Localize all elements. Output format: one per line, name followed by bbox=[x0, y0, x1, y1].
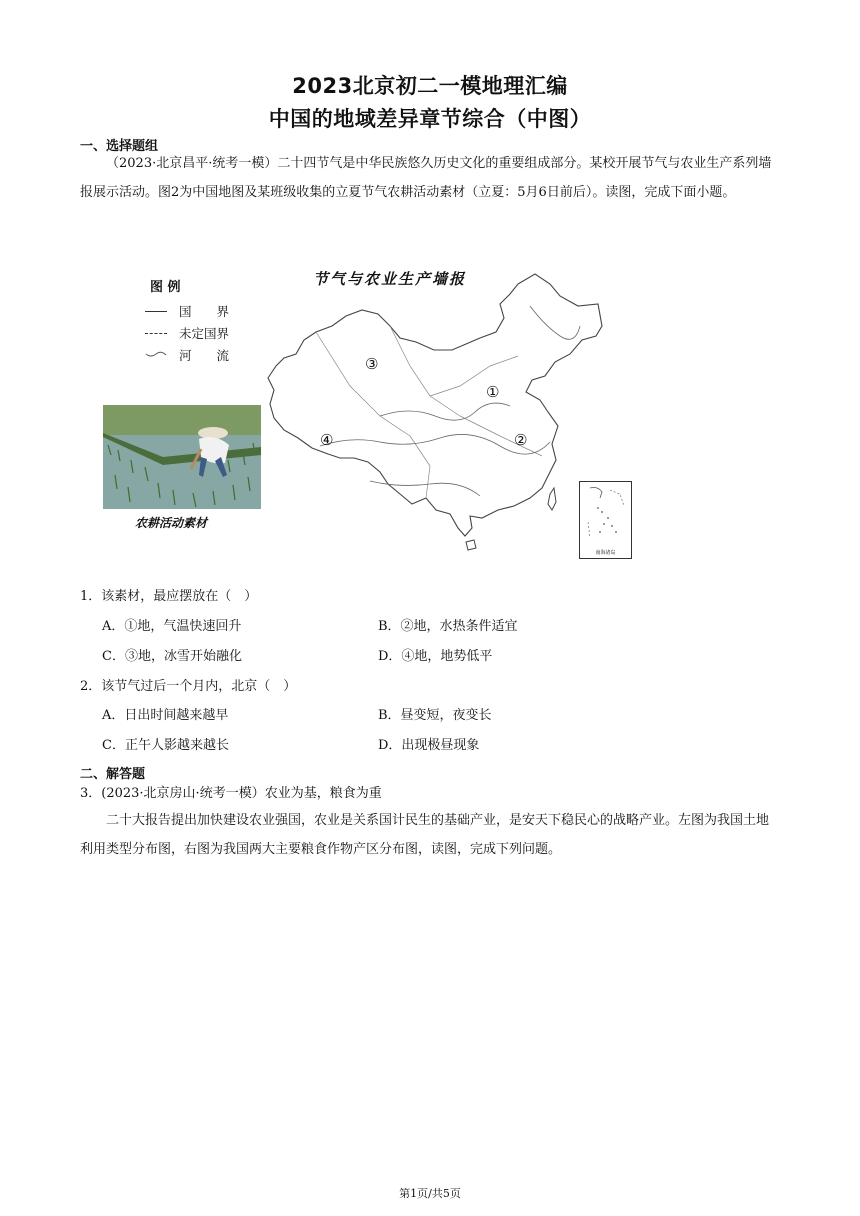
question-1-stem: 1．该素材，最应摆放在（ ） bbox=[80, 589, 258, 604]
intro-paragraph: （2023·北京昌平·统考一模）二十四节气是中华民族悠久历史文化的重要组成部分。某校开展节气与农业生产系列墙报展示活动。图2为中国地图及某班级收集的立夏节气农耕活动素材（立夏：5月6日前后）。读图，完成下面小题。 bbox=[80, 156, 772, 200]
question-2-option-d: D．出现极昼现象 bbox=[378, 738, 480, 753]
question-1-option-a: A．①地，气温快速回升 bbox=[102, 619, 242, 634]
page-footer: 第1页/共5页 bbox=[399, 1187, 461, 1200]
legend-item-river: 河 流 bbox=[145, 344, 255, 366]
question-1-option-d: D．④地，地势低平 bbox=[378, 649, 493, 664]
document-title: 2023北京初二一模地理汇编 bbox=[292, 74, 568, 98]
rice-planting-illustration bbox=[103, 405, 261, 509]
question-3-paragraph: 二十大报告提出加快建设农业强国，农业是关系国计民生的基础产业，是安天下稳民心的战略产业。左图为我国土地利用类型分布图，右图为我国两大主要粮食作物产区分布图，读图，完成下列问题。 bbox=[80, 813, 770, 857]
question-2-stem: 2．该节气过后一个月内，北京（ ） bbox=[80, 679, 297, 694]
section-heading-answer: 二、解答题 bbox=[80, 767, 146, 782]
document-subtitle: 中国的地域差异章节综合（中图） bbox=[268, 107, 592, 131]
question-2-option-a: A．日出时间越来越早 bbox=[102, 708, 229, 723]
legend-title: 图 例 bbox=[150, 280, 181, 295]
legend bbox=[145, 300, 255, 366]
hainan-outline bbox=[466, 540, 476, 550]
marker-2: ② bbox=[514, 431, 528, 449]
photo-caption: 农耕活动素材 bbox=[135, 516, 208, 530]
legend-item-border: 国 界 bbox=[145, 300, 255, 322]
solid-line-icon bbox=[145, 311, 167, 312]
china-map bbox=[260, 266, 620, 566]
national-border bbox=[268, 274, 602, 536]
question-1-option-b: B．②地，水热条件适宜 bbox=[378, 619, 518, 634]
section-heading-choice: 一、选择题组 bbox=[80, 139, 159, 154]
inset-label: 南海诸岛 bbox=[595, 550, 616, 556]
islands-map bbox=[580, 482, 631, 548]
question-3-stem: 3．(2023·北京房山·统考一模）农业为基，粮食为重 bbox=[80, 786, 382, 801]
question-1-option-c: C．③地，冰雪开始融化 bbox=[102, 649, 242, 664]
dashed-line-icon bbox=[145, 333, 167, 334]
marker-1: ① bbox=[486, 383, 500, 401]
question-2-option-b: B．昼变短，夜变长 bbox=[378, 708, 492, 723]
legend-item-undetermined-border: 未定国界 bbox=[145, 322, 255, 344]
south-china-sea-inset bbox=[579, 481, 632, 559]
map-title: 节气与农业生产墙报 bbox=[313, 270, 467, 288]
marker-3: ③ bbox=[365, 355, 379, 373]
taiwan-outline bbox=[548, 488, 556, 510]
farming-photo bbox=[103, 405, 261, 509]
marker-4: ④ bbox=[320, 431, 334, 449]
internal-boundaries bbox=[316, 326, 542, 498]
question-2-option-c: C．正午人影越来越长 bbox=[102, 738, 229, 753]
river-icon bbox=[145, 351, 167, 359]
